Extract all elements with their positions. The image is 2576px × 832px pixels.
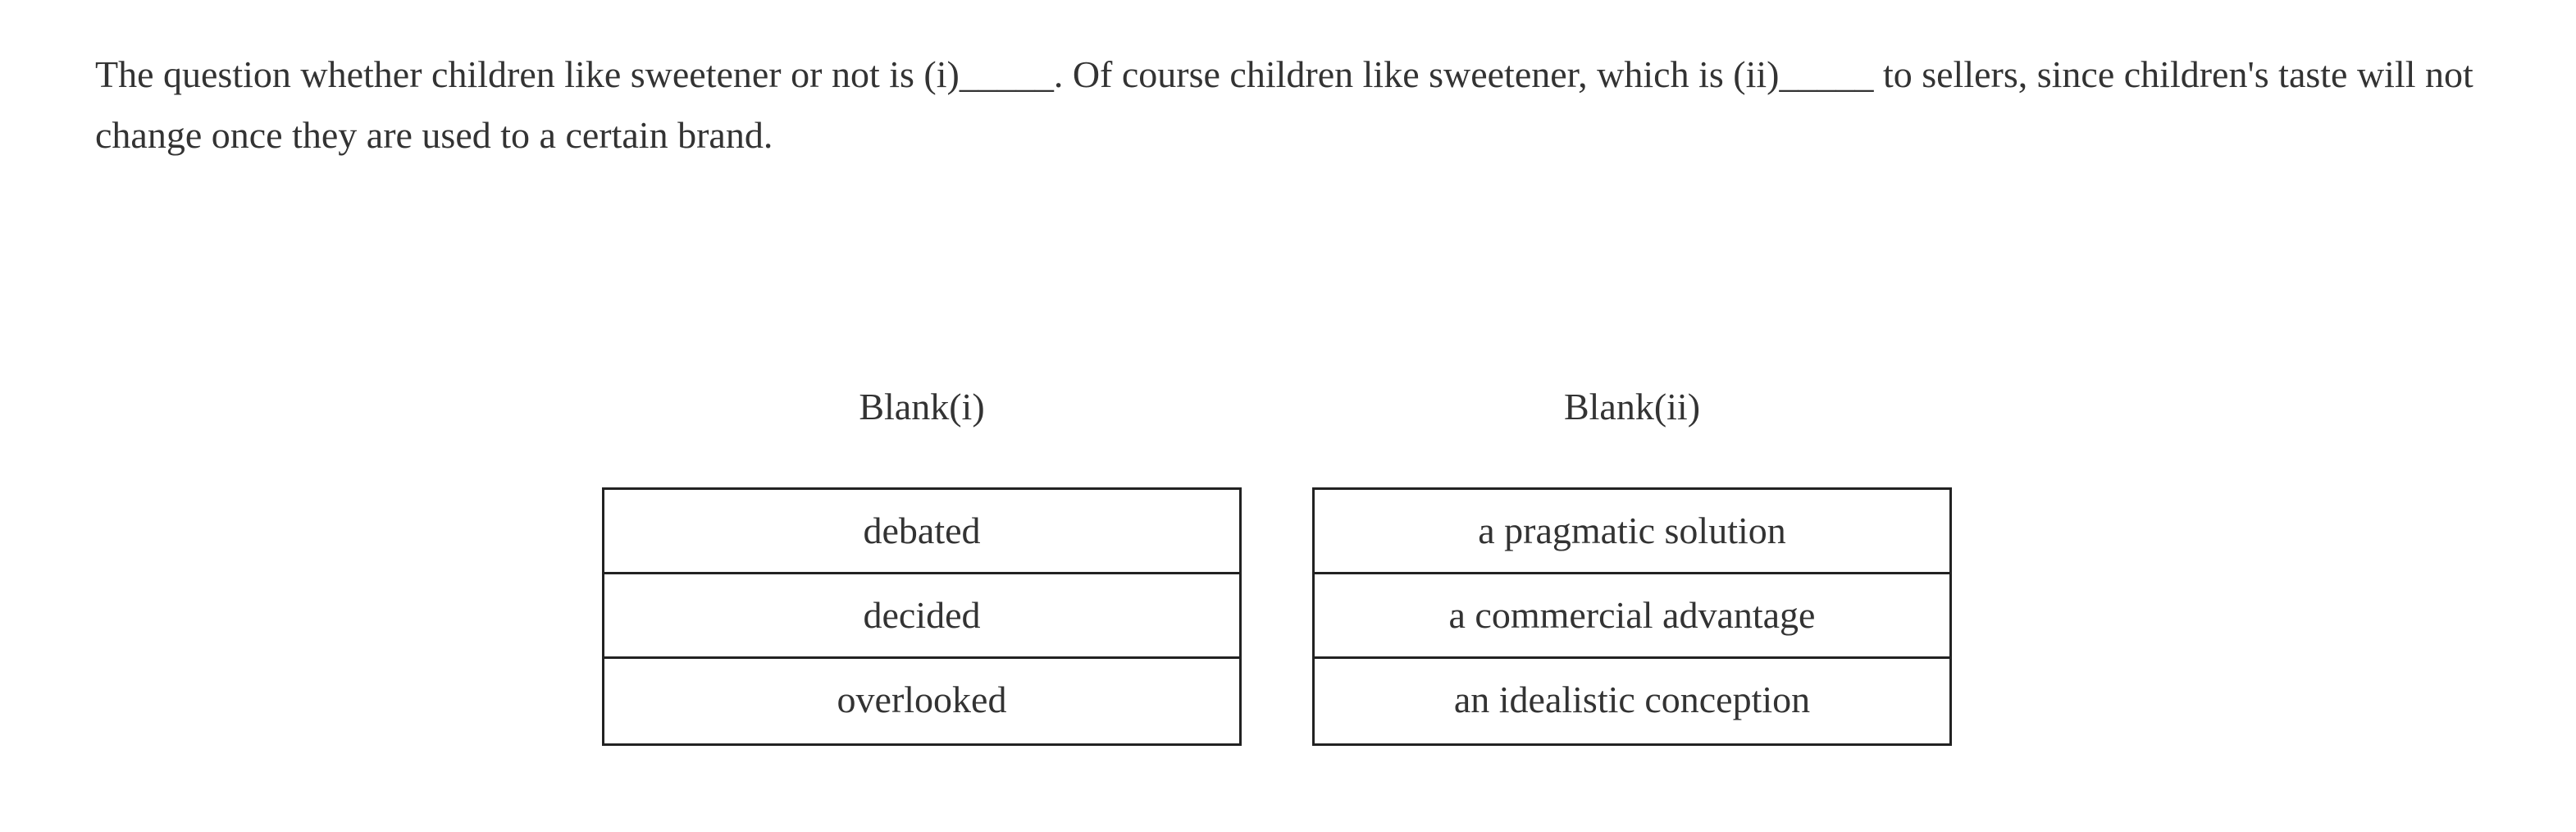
blank-ii-choice-table (1312, 487, 1952, 746)
blank-ii-option-commercial-advantage[interactable]: a commercial advantage (1315, 574, 1949, 659)
blank-i-option-debated[interactable]: debated (604, 490, 1239, 574)
blank-i-option-decided[interactable]: decided (604, 574, 1239, 659)
blank-ii-heading: Blank(ii) (1563, 386, 1701, 427)
question-text: The question whether children like sweetener or not is (i)_____. Of course children like sweetener, which is (ii)_____ to sellers, since children's taste will not change once they are used to a certain brand. (95, 53, 2473, 156)
blank-ii-column (1312, 379, 1952, 746)
blank-i-choice-table (602, 487, 1242, 746)
blank-i-option-overlooked[interactable]: overlooked (837, 679, 1007, 720)
blank-ii-option-pragmatic-solution[interactable]: a pragmatic solution (1315, 490, 1949, 574)
blank-ii-option-idealistic-conception[interactable]: an idealistic conception (1453, 679, 1811, 720)
blank-i-heading: Blank(i) (859, 386, 985, 427)
blank-i-column (602, 379, 1242, 746)
